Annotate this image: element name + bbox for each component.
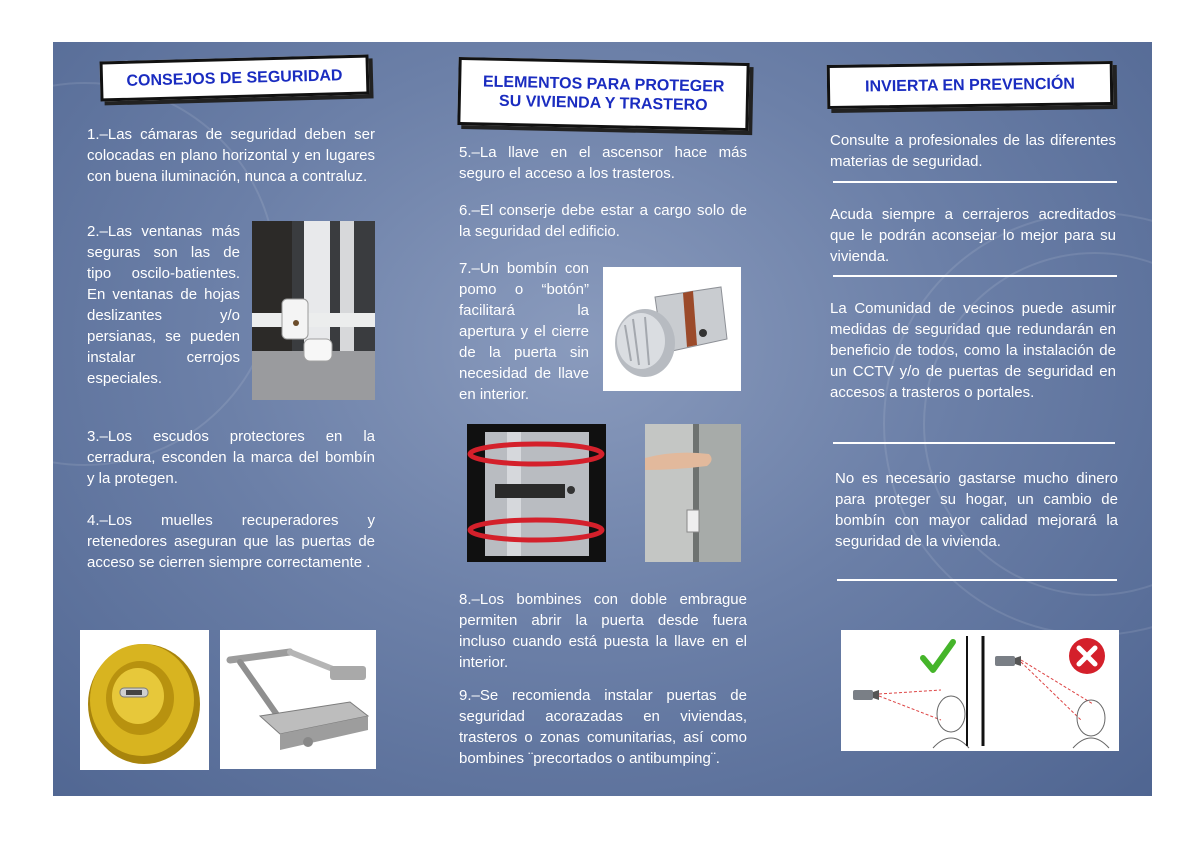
middle-title-line-1: ELEMENTOS PARA PROTEGER xyxy=(482,73,725,96)
check-icon xyxy=(923,642,953,670)
divider xyxy=(833,442,1115,444)
tip-8: 8.–Los bombines con doble embrague permiten abrir la puerta desde fuera incluso cuando está puesta la llave en el interior. xyxy=(459,591,747,671)
tip-1: 1.–Las cámaras de seguridad deben ser colocadas en plano horizontal y en lugares con buena iluminación, nunca a contraluz. xyxy=(87,126,375,185)
tip-9: 9.–Se recomienda instalar puertas de seguridad acorazadas en viviendas, trasteros o zonas comunitarias, así como bombines ¨precortados o antibumping¨. xyxy=(459,687,747,767)
tip-7: 7.–Un bombín con pomo o “botón” facilitará la apertura y el cierre de la puerta sin necesidad de llave en interior. xyxy=(459,260,589,403)
tip-6: 6.–El conserje debe estar a cargo solo de la seguridad del edificio. xyxy=(459,202,747,240)
knob-cylinder-photo xyxy=(603,267,741,391)
cross-icon xyxy=(1069,638,1105,674)
divider xyxy=(837,579,1117,581)
tip-2: 2.–Las ventanas más seguras son las de tipo oscilo-batientes. En ventanas de hojas deslizantes y/o persianas, se pueden instalar cerrojos especiales. xyxy=(87,223,240,387)
advice-4: No es necesario gastarse mucho dinero para proteger su hogar, un cambio de bombín con mayor calidad mejorará la seguridad de la vivienda. xyxy=(835,470,1118,550)
right-title-banner xyxy=(827,61,1114,109)
finger-door-photo xyxy=(645,424,741,562)
left-title: CONSEJOS DE SEGURIDAD xyxy=(126,66,343,90)
brochure-sheet xyxy=(53,42,1152,796)
right-title: INVIERTA EN PREVENCIÓN xyxy=(864,75,1076,95)
advice-2: Acuda siempre a cerrajeros acreditados que le podrán aconsejar lo mejor para su vivienda. xyxy=(830,206,1116,265)
door-closer-photo xyxy=(220,630,376,769)
window-lock-photo xyxy=(252,221,375,400)
advice-3: La Comunidad de vecinos puede asumir medidas de seguridad que redundarán en beneficio de todos, como la instalación de un CCTV y/o de puertas de seguridad en accesos a trasteros o portales. xyxy=(830,300,1116,401)
advice-1: Consulte a profesionales de las diferentes materias de seguridad. xyxy=(830,132,1116,170)
camera-placement-diagram xyxy=(841,630,1119,751)
tip-3: 3.–Los escudos protectores en la cerradura, esconden la marca del bombín y la protegen. xyxy=(87,428,375,487)
left-title-banner xyxy=(100,54,370,101)
middle-title-line-2: SU VIVIENDA Y TRASTERO xyxy=(498,92,708,115)
middle-title-banner xyxy=(457,57,749,131)
lock-shield-photo xyxy=(80,630,209,770)
tip-5: 5.–La llave en el ascensor hace más seguro el acceso a los trasteros. xyxy=(459,144,747,182)
divider xyxy=(833,275,1117,277)
tip-4: 4.–Los muelles recuperadores y retenedores aseguran que las puertas de acceso se cierren siempre correctamente . xyxy=(87,512,375,571)
cylinder-closeup-photo xyxy=(467,424,606,562)
divider xyxy=(833,181,1117,183)
